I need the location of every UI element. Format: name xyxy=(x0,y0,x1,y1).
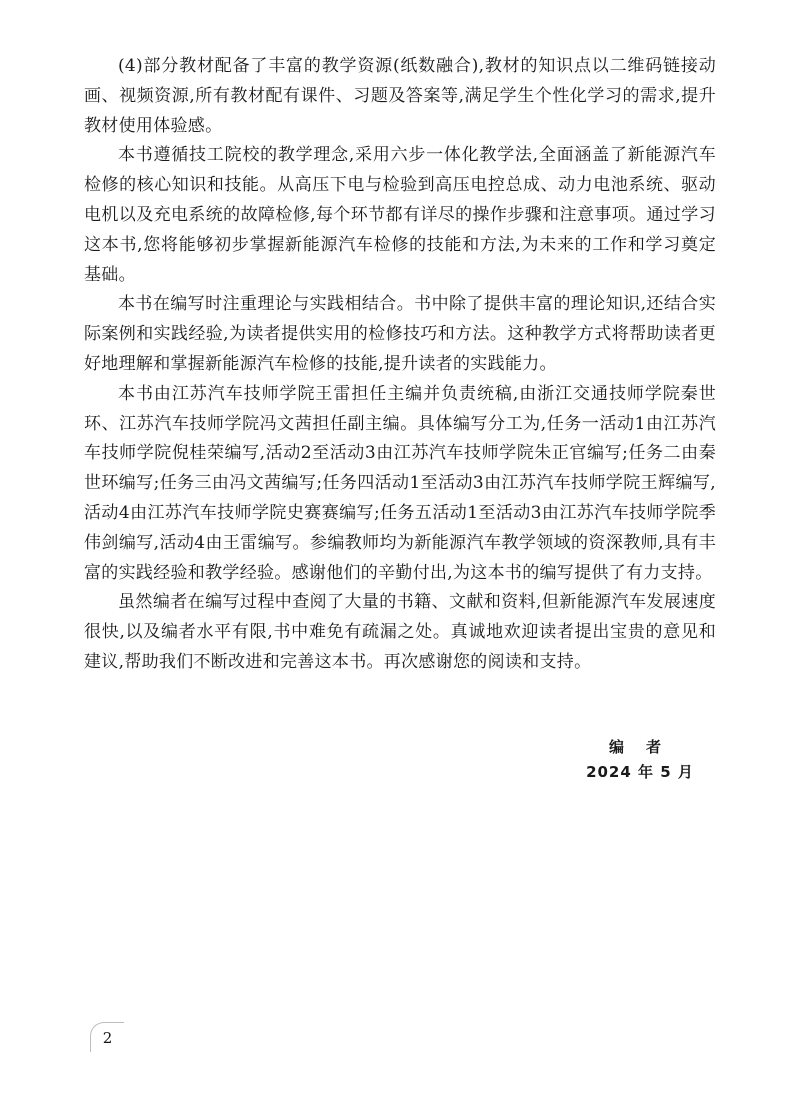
paragraph-closing: 虽然编者在编写过程中查阅了大量的书籍、文献和资料,但新能源汽车发展速度很快,以及编者水平有限,书中难免有疏漏之处。真诚地欢迎读者提出宝贵的意见和建议,帮助我们不断改进和完善这本书。再次感谢您的阅读和支持。 xyxy=(84,592,716,672)
page-number: 2 xyxy=(90,1022,124,1052)
paragraph-resources: (4)部分教材配备了丰富的教学资源(纸数融合),教材的知识点以二维码链接动画、视频资源,所有教材配有课件、习题及答案等,满足学生个性化学习的需求,提升教材使用体验感。 xyxy=(84,56,716,136)
preface-body xyxy=(84,52,716,678)
signature-date: 2024 年 5 月 xyxy=(586,763,694,781)
paragraph-authors: 本书由江苏汽车技师学院王雷担任主编并负责统稿,由浙江交通技师学院秦世环、江苏汽车技师学院冯文茜担任副主编。具体编写分工为,任务一活动1由江苏汽车技师学院倪桂荣编写,活动2至活动3由江苏汽车技师学院朱正官编写;任务二由秦世环编写;任务三由冯文茜编写;任务四活动1至活动3由江苏汽车技师学院王辉编写,活动4由江苏汽车技师学院史赛赛编写;任务五活动1至活动3由江苏汽车技师学院季伟剑编写,活动4由王雷编写。参编教师均为新能源汽车教学领域的资深教师,具有丰富的实践经验和教学经验。感谢他们的辛勤付出,为这本书的编写提供了有力支持。 xyxy=(84,383,716,583)
signature-author: 编者 xyxy=(608,738,683,756)
paragraph-theory-practice: 本书在编写时注重理论与实践相结合。书中除了提供丰富的理论知识,还结合实际案例和实践经验,为读者提供实用的检修技巧和方法。这种教学方式将帮助读者更好地理解和掌握新能源汽车检修的技能,提升读者的实践能力。 xyxy=(84,294,716,374)
paragraph-teaching-method: 本书遵循技工院校的教学理念,采用六步一体化教学法,全面涵盖了新能源汽车检修的核心知识和技能。从高压下电与检验到高压电控总成、动力电池系统、驱动电机以及充电系统的故障检修,每个环节都有详尽的操作步骤和注意事项。通过学习这本书,您将能够初步掌握新能源汽车检修的技能和方法,为未来的工作和学习奠定基础。 xyxy=(84,145,716,285)
signature-block xyxy=(540,734,740,784)
